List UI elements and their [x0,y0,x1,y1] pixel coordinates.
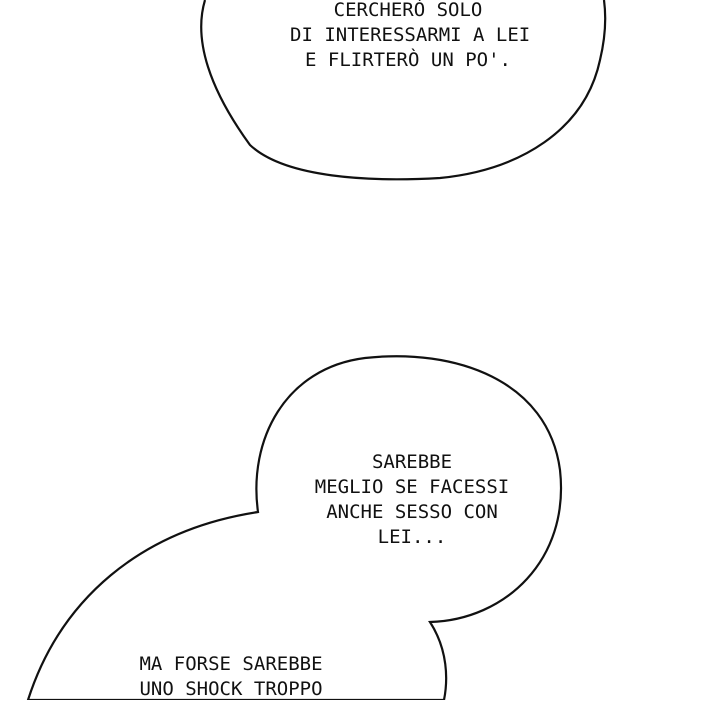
middle-bubble-text [312,450,512,550]
top-bubble-line: CERCHERÒ SOLO [333,0,483,21]
bottom-bubble-line: UNO SHOCK TROPPO [139,678,323,700]
middle-bubble-line: ANCHE SESSO CON [326,501,498,523]
bottom-bubble-text [128,652,334,702]
top-bubble-line: E FLIRTERÒ UN PO'. [305,49,511,71]
middle-bubble-line: MEGLIO SE FACESSI [314,476,510,498]
top-bubble-text [290,0,531,73]
middle-bubble-line: SAREBBE [371,451,453,473]
top-bubble-line: DI INTERESSARMI A LEI [290,24,531,46]
middle-bubble-line: LEI... [377,526,447,548]
bottom-bubble-line: MA FORSE SAREBBE [139,653,323,675]
